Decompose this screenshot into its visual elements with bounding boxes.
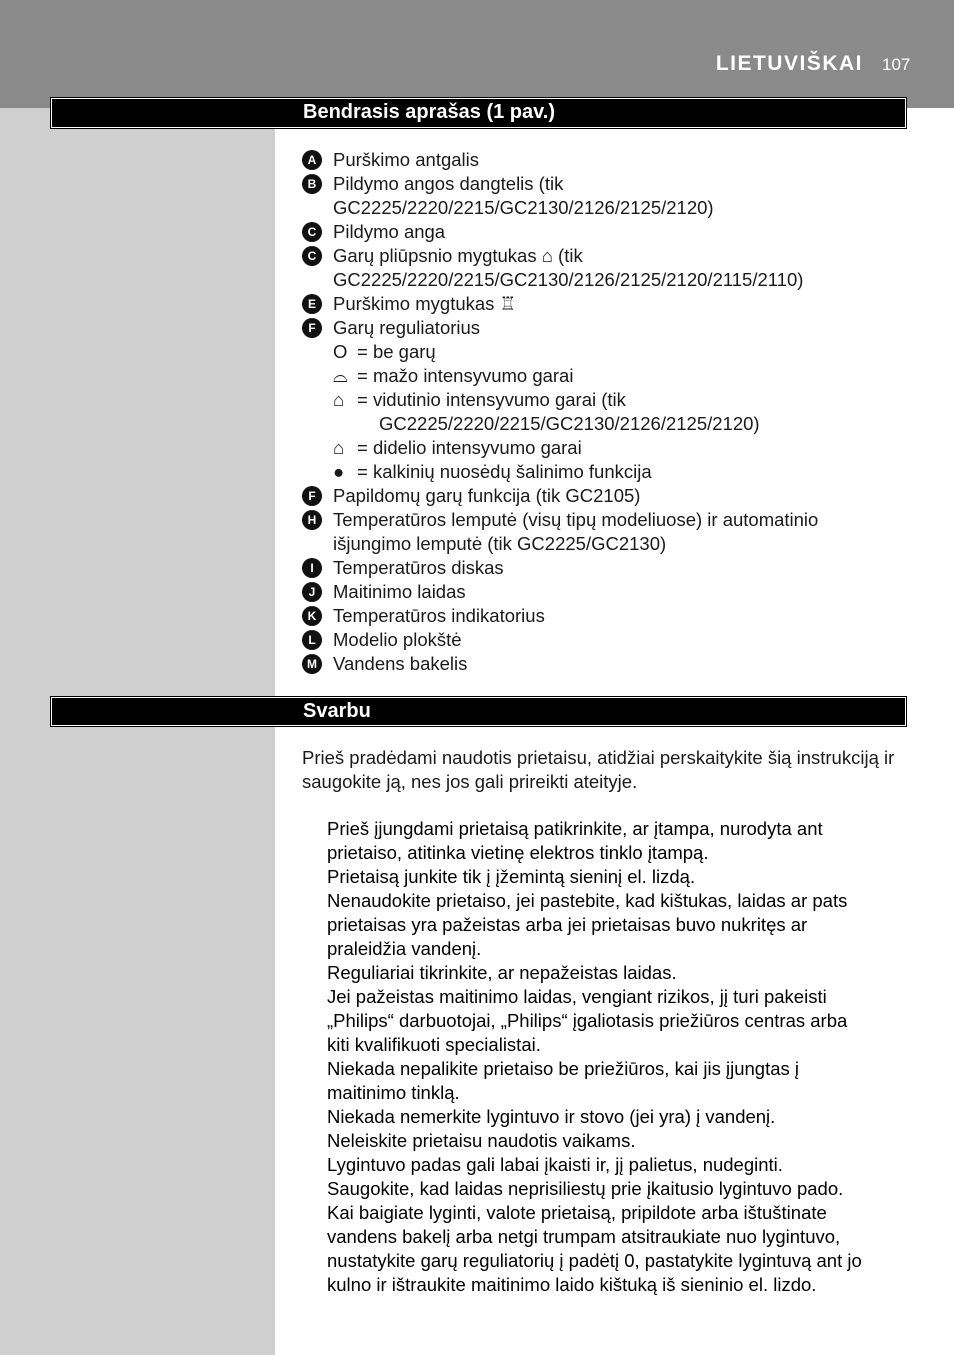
part-label: Pildymo anga xyxy=(333,221,446,242)
part-label: Vandens bakelis xyxy=(333,653,468,674)
steam-setting-label: = mažo intensyvumo garai xyxy=(357,365,574,386)
section-title-general-description: Bendrasis aprašas (1 pav.) xyxy=(51,98,906,128)
warning-line: nustatykite garų reguliatorių į padėtį 0, pastatykite lygintuvą ant jo xyxy=(327,1250,862,1271)
steam-setting-label: = be garų xyxy=(357,341,436,362)
part-label: Temperatūros indikatorius xyxy=(333,605,545,626)
steam-setting xyxy=(302,340,912,364)
steam-setting xyxy=(302,364,912,388)
part-label: Modelio plokštė xyxy=(333,629,462,650)
steam-setting xyxy=(302,436,912,460)
part-letter-badge: K xyxy=(302,606,322,626)
warning-line: Prietaisą junkite tik į įžemintą sieninį el. lizdą. xyxy=(327,866,696,887)
part-letter-badge: H xyxy=(302,510,322,530)
part-item xyxy=(302,604,912,628)
intro-line: saugokite ją, nes jos gali prireikti ateityje. xyxy=(302,771,638,792)
intro-paragraph xyxy=(302,746,912,794)
steam-setting xyxy=(302,388,912,412)
part-item xyxy=(302,148,912,172)
warning-line: Saugokite, kad laidas neprisiliestų prie įkaitusio lygintuvo pado. xyxy=(327,1178,844,1199)
part-label: Garų reguliatorius xyxy=(333,317,481,338)
part-label-continued: GC2225/2220/2215/GC2130/2126/2125/2120/2115/2110) xyxy=(333,269,804,290)
part-item xyxy=(302,316,912,340)
steam-setting-continued: GC2225/2220/2215/GC2130/2126/2125/2120) xyxy=(379,413,760,434)
part-letter-badge: C xyxy=(302,246,322,266)
steam-setting-label: = vidutinio intensyvumo garai (tik xyxy=(357,389,626,410)
part-label: Purškimo antgalis xyxy=(333,149,480,170)
page-number: 107 xyxy=(882,55,911,74)
warning-line: Prieš įjungdami prietaisą patikrinkite, ar įtampa, nurodyta ant xyxy=(327,818,823,839)
warning-line: Jei pažeistas maitinimo laidas, vengiant rizikos, jį turi pakeisti xyxy=(327,986,827,1007)
warning-line: Kai baigiate lyginti, valote prietaisą, pripildote arba ištuštinate xyxy=(327,1202,827,1223)
warning-line: kiti kvalifikuoti specialistai. xyxy=(327,1034,541,1055)
part-item xyxy=(302,628,912,652)
part-item xyxy=(302,220,912,244)
part-label: Temperatūros diskas xyxy=(333,557,504,578)
warning-line: Niekada nepalikite prietaiso be priežiūros, kai jis įjungtas į xyxy=(327,1058,799,1079)
warning-line: praleidžia vandenį. xyxy=(327,938,482,959)
part-letter-badge: M xyxy=(302,654,322,674)
warning-line: maitinimo tinklą. xyxy=(327,1082,460,1103)
left-margin-column xyxy=(0,108,275,1355)
part-label: Temperatūros lemputė (visų tipų modeliuose) ir automatinio xyxy=(333,509,819,530)
part-letter-badge: C xyxy=(302,222,322,242)
part-label-continued: išjungimo lemputė (tik GC2225/GC2130) xyxy=(333,533,667,554)
part-item xyxy=(302,484,912,508)
steam-setting-label: = kalkinių nuosėdų šalinimo funkcija xyxy=(357,461,652,482)
parts-list xyxy=(302,148,912,676)
warning-line: prietaisas yra pažeistas arba jei prietaisas buvo nukritęs ar xyxy=(327,914,808,935)
part-label: Pildymo angos dangtelis (tik xyxy=(333,173,564,194)
steam-setting-icon: ⌓ xyxy=(333,365,348,386)
warning-line: kulno ir ištraukite maitinimo laido kištuką iš sieninio el. lizdo. xyxy=(327,1274,817,1295)
warning-line: vandens bakelį arba netgi trumpam atsitraukiate nuo lygintuvo, xyxy=(327,1226,841,1247)
steam-setting xyxy=(302,460,912,484)
part-item xyxy=(302,556,912,580)
warning-line: prietaiso, atitinka vietinę elektros tinklo įtampą. xyxy=(327,842,709,863)
warning-line: „Philips“ darbuotojai, „Philips“ įgaliotasis priežiūros centras arba xyxy=(327,1010,848,1031)
part-item xyxy=(302,292,912,316)
part-letter-badge: E xyxy=(302,294,322,314)
steam-setting-icon: ⌂ xyxy=(333,437,345,458)
part-label-continued: GC2225/2220/2215/GC2130/2126/2125/2120) xyxy=(333,197,714,218)
warnings-list xyxy=(327,817,912,1297)
warning-line: Niekada nemerkite lygintuvo ir stovo (jei yra) į vandenį. xyxy=(327,1106,776,1127)
intro-line: Prieš pradėdami naudotis prietaisu, atidžiai perskaitykite šią instrukciją ir xyxy=(302,747,895,768)
language-heading: LIETUVIŠKAI xyxy=(715,52,863,75)
steam-setting-label: = didelio intensyvumo garai xyxy=(357,437,582,458)
steam-setting-icon: ⌂ xyxy=(333,389,345,410)
part-item xyxy=(302,244,912,268)
part-letter-badge: B xyxy=(302,174,322,194)
part-letter-badge: F xyxy=(302,486,322,506)
part-letter-badge: A xyxy=(302,150,322,170)
warning-line: Nenaudokite prietaiso, jei pastebite, kad kištukas, laidas ar pats xyxy=(327,890,848,911)
part-letter-badge: L xyxy=(302,630,322,650)
part-label: Papildomų garų funkcija (tik GC2105) xyxy=(333,485,641,506)
part-item xyxy=(302,652,912,676)
warning-line: Reguliariai tikrinkite, ar nepažeistas laidas. xyxy=(327,962,677,983)
part-item xyxy=(302,508,912,532)
section-title-important: Svarbu xyxy=(51,697,906,726)
part-letter-badge: F xyxy=(302,318,322,338)
warning-line: Neleiskite prietaisu naudotis vaikams. xyxy=(327,1130,636,1151)
part-item xyxy=(302,580,912,604)
part-item xyxy=(302,172,912,196)
part-label: Purškimo mygtukas ♖ xyxy=(333,293,517,314)
part-label: Garų pliūpsnio mygtukas ⌂ (tik xyxy=(333,245,583,266)
part-label: Maitinimo laidas xyxy=(333,581,466,602)
part-letter-badge: J xyxy=(302,582,322,602)
warning-line: Lygintuvo padas gali labai įkaisti ir, jį palietus, nudeginti. xyxy=(327,1154,783,1175)
steam-setting-icon: O xyxy=(333,341,348,362)
part-letter-badge: I xyxy=(302,558,322,578)
steam-setting-icon: ● xyxy=(333,461,345,482)
